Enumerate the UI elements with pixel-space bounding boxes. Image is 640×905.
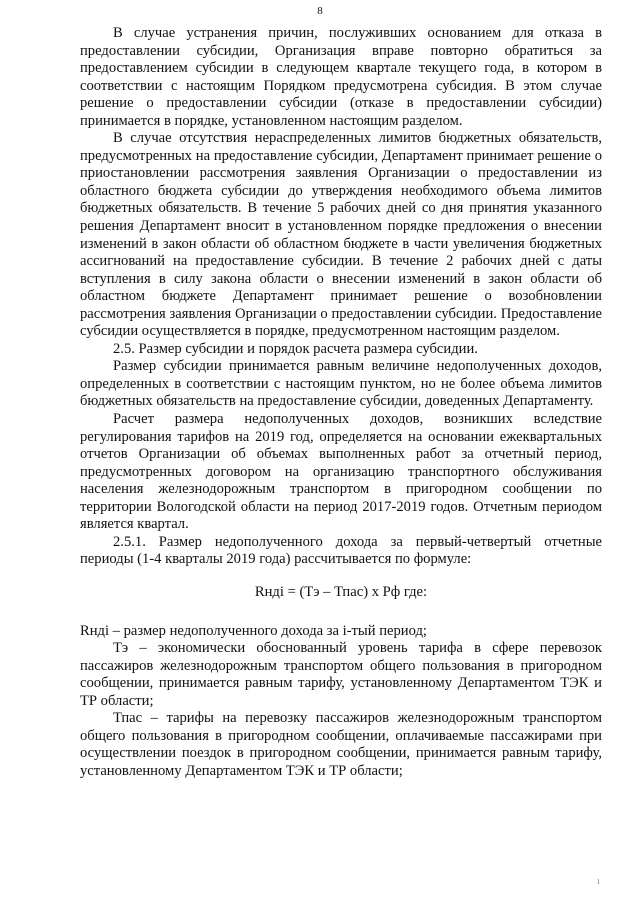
- page-number: 8: [317, 5, 323, 17]
- paragraph-2-5-1: 2.5.1. Размер недополученного дохода за первый-четвертый отчетные периоды (1-4 кварталы 2019 года) рассчитывается по формуле:: [80, 533, 602, 568]
- definition-te: Тэ – экономически обоснованный уровень тарифа в сфере перевозок пассажиров железнодорожным транспортом общего пользования в пригородном сообщении, принимается равным тарифу, установленному Департаментом ТЭК и ТР области;: [80, 640, 602, 709]
- definition-tpas: Тпас – тарифы на перевозку пассажиров железнодорожным транспортом общего пользования в пригородном сообщении, оплачиваемые пассажирами при осуществлении поездок в пригородном сообщении, принимается равным тарифу, установленному Департаментом ТЭК и ТР области;: [80, 710, 602, 779]
- paragraph-limits-suspension: В случае отсутствия нераспределенных лимитов бюджетных обязательств, предусмотренных на предоставление субсидии, Департамент принимает решение о приостановлении рассмотрения заявления Организации о предоставлении из областного бюджета субсидии до утверждения необходимого объема лимитов бюджетных обязательств. В течение 5 рабочих дней со дня принятия указанного решения Департамент вносит в установленном порядке предложения о внесении изменений в закон области об областном бюджете в части увеличения бюджетных ассигнований на предоставление субсидии. В течение 2 рабочих дней с даты вступления в силу закона области о внесении изменений в закон области об областном бюджете Департамент принимает решение о возобновлении рассмотрения заявления Организации о предоставлении субсидии. Предоставление субсидии осуществляется в порядке, предусмотренном настоящим разделом.: [80, 130, 602, 340]
- paragraph-calculation-basis: Расчет размера недополученных доходов, возникших вследствие регулирования тарифов на 2019 год, определяется на основании ежеквартальных отчетов Организации об объемах выполненных работ за отчетный период, предусмотренных договором на организацию транспортного обслуживания населения железнодорожным транспортом в пригородном сообщении по территории Вологодской области на период 2017-2019 годов. Отчетным периодом является квартал.: [80, 411, 602, 533]
- definition-rnd: Rндi – размер недополученного дохода за i-тый период;: [80, 622, 427, 639]
- formula: Rндi = (Тэ – Тпас) х Рф где:: [254, 583, 428, 600]
- paragraph-subsidy-size: Размер субсидии принимается равным величине недополученных доходов, определенных в соответствии с настоящим пунктом, но не более объема лимитов бюджетных обязательств на предоставление субсидии, доведенных Департаменту.: [80, 358, 602, 410]
- paragraph-reapplication: В случае устранения причин, послуживших основанием для отказа в предоставлении субсидии, Организация вправе повторно обратиться за предоставлением субсидии в следующем квартале текущего года, в котором в соответствии с настоящим Порядком предусмотрена субсидия. В этом случае решение о предоставлении субсидии (отказе в предоставлении субсидии) принимается в порядке, установленном настоящим разделом.: [80, 25, 602, 129]
- margin-mark: ı: [597, 876, 600, 887]
- document-body: [80, 25, 602, 780]
- section-heading-2-5: 2.5. Размер субсидии и порядок расчета размера субсидии.: [113, 340, 478, 357]
